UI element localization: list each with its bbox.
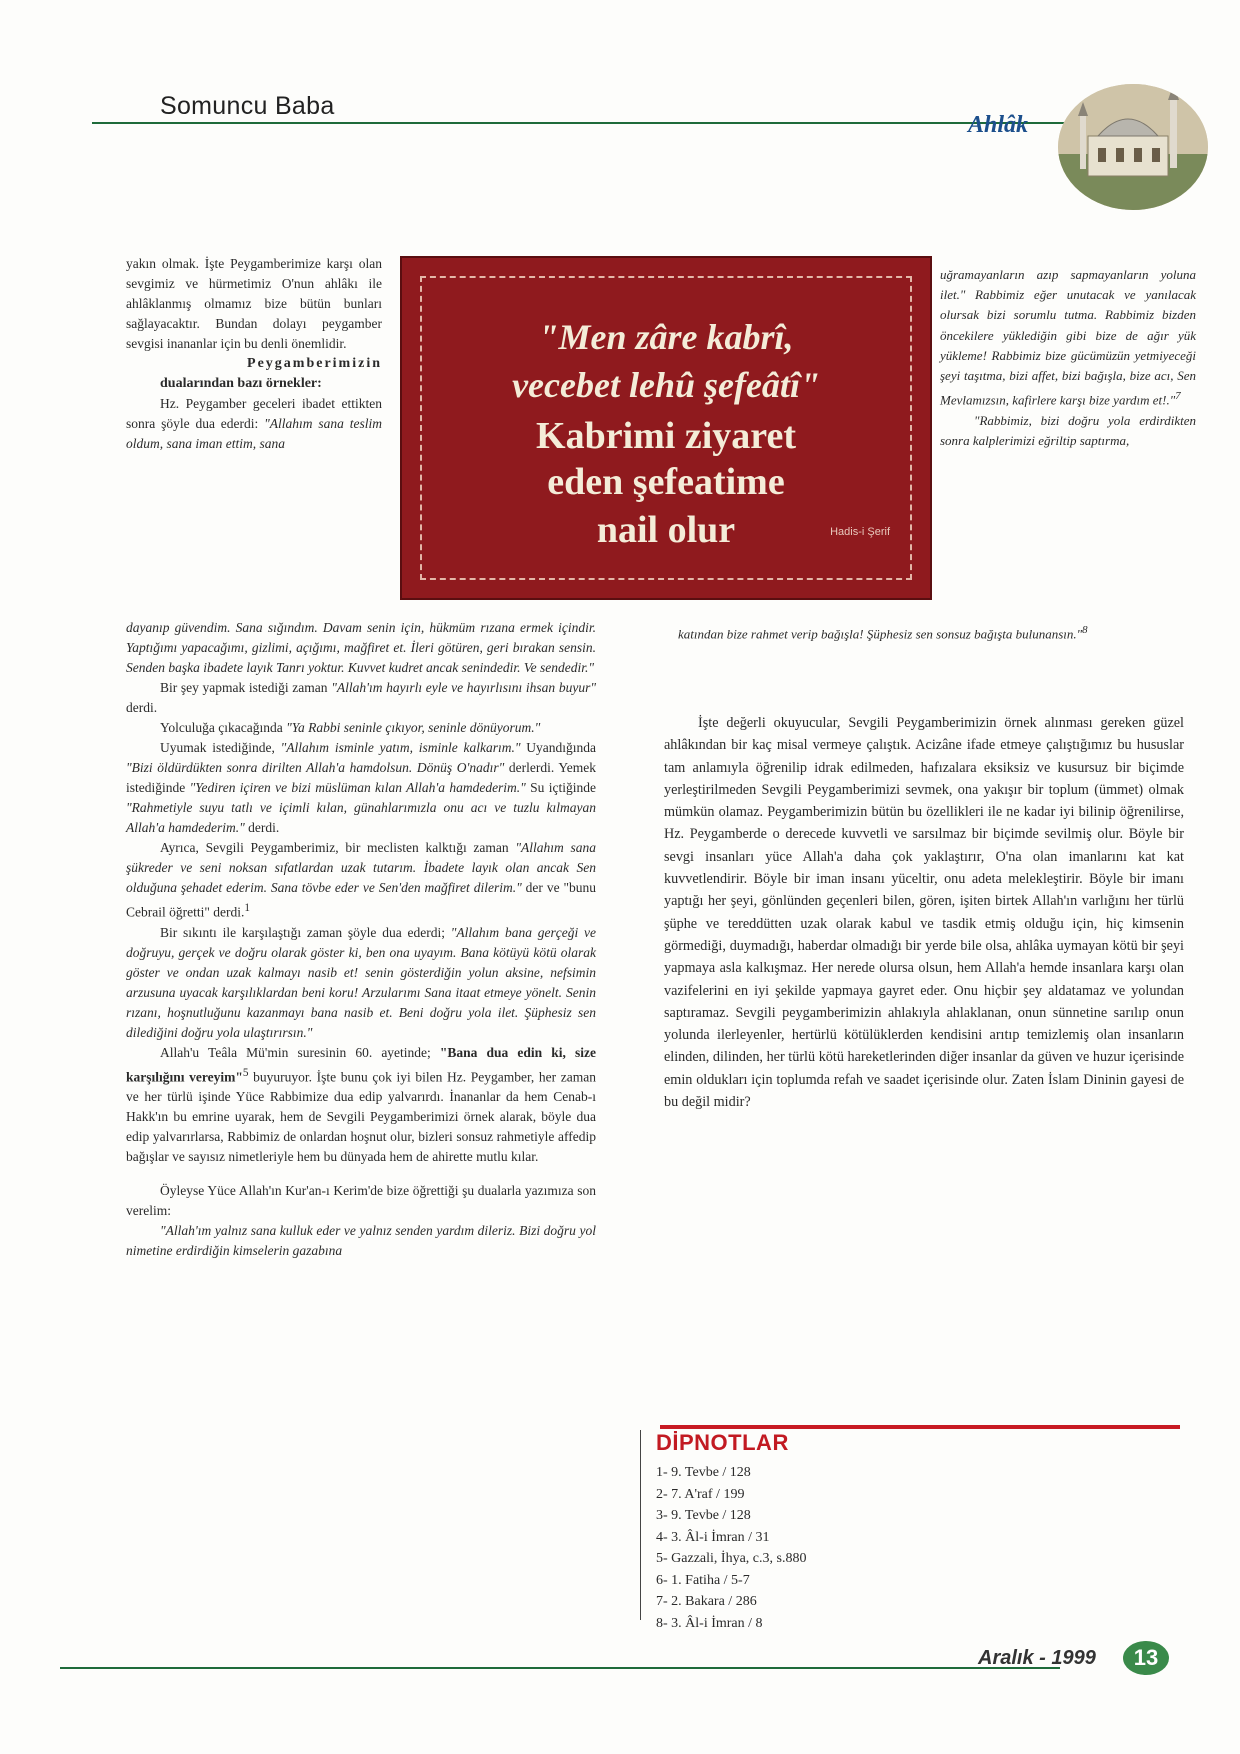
text: Su içtiğinde — [525, 780, 596, 795]
paragraph — [126, 718, 596, 738]
text: buyuruyor. İşte bunu çok iyi bilen Hz. Peygamber, her zaman ve her türlü işinde Yüce Rabbimize dua edip yalvarırdı. İnananlar da hem Cenab-ı Hakk'ın bu emrine uyarak, hem de Sevgili Peygamberimizi örnek alarak, böyle dua edip yalvarırlarsa, Rabbimiz de onlardan hoşnut olur, bizleri sonsuz rahmetiyle affedip bağışlar ve sayısız nimetleriyle hem bu dünyada hem de ahirette mutlu kılar. — [126, 1069, 596, 1164]
text: katından bize rahmet verip bağışla! Şüphesiz sen sonsuz bağışta bulunansın." — [678, 626, 1083, 642]
footnote-ref: 7 — [1175, 390, 1181, 403]
paragraph — [940, 265, 1196, 411]
quote-text: "Allahım bana gerçeği ve doğruyu, gerçek ve doğru olarak göster ki, ben ona uyayım. Bana kötüyü kötü olarak göster ve ondan uzak kalmayı nasib et! senin gösterdiğin yolun aksine, nefsimin arzusuna uyacak karşılıklardan beni koru! Arzularımı Sana itaat etmeye yönelt. Senin rızanı, hoşnutluğunu kazanmayı bana nasib et. Beni doğru yola ilet. Şüphesiz sen dilediğini doğru yola ulaştırırsın." — [126, 924, 596, 1040]
bold-quote: "Bana dua edin ki, size karşılığını vereyim" — [126, 1044, 596, 1084]
paragraph — [678, 620, 1188, 644]
header-rule — [92, 122, 1072, 124]
subheading-line1: Peygamberimizin — [247, 356, 382, 371]
footnote-item: 7- 2. Bakara / 286 — [656, 1594, 757, 1609]
quote-text: "Allahım sana teslim oldum, sana iman ettim, sana — [126, 416, 382, 451]
mosque-illustration — [1058, 84, 1208, 210]
left-column-top — [126, 254, 382, 454]
pull-quote-box — [400, 256, 932, 600]
text: Bir şey yapmak istediği zaman — [160, 680, 332, 695]
text: derdi. — [244, 820, 280, 835]
pull-quote-arabic-2: vecebet lehû şefeâtî" — [512, 365, 820, 405]
quote-text: "Allah'ım hayırlı eyle ve hayırlısını ihsan buyur" — [331, 680, 596, 695]
left-column-main — [126, 618, 596, 1261]
paragraph — [126, 1043, 596, 1168]
footnote-item: 1- 9. Tevbe / 128 — [656, 1465, 751, 1480]
text: Ayrıca, Sevgili Peygamberimiz, bir meclisten kalktığı zaman — [160, 840, 516, 855]
footnotes-list — [656, 1462, 806, 1634]
paragraph — [126, 678, 596, 718]
footnote-item: 4- 3. Âl-i İmran / 31 — [656, 1529, 770, 1545]
section-label: Ahlâk — [968, 112, 1029, 138]
paragraph: "Rabbimiz, bizi doğru yola erdirdikten sonra kalplerimizi eğriltip saptırma, — [940, 412, 1196, 448]
quote-text: "Ya Rabbi seninle çıkıyor, seninle dönüyorum." — [286, 720, 541, 735]
quote-text: "Allahım sana şükreder ve seni noksan sıfatlardan uzak tutarım. İbadete layık olan ancak Sen olduğuna şehadet ederim. Sana tövbe eder ve Sen'den mağfiret dilerim." — [126, 840, 597, 895]
paragraph — [126, 923, 596, 1043]
paragraph: dayanıp güvendim. Sana sığındım. Davam senin için, hükmüm rızana ermek içindir. Yaptığımı yapacağımı, gizlimi, açığımı, mağfiret et. İleri götüren, geri bırakan sensin. Senden başka ibadete layık Tanrı yoktur. Kuvvet kudret ancak senindedir. Ve sendedir." — [126, 620, 596, 675]
footnote-item: 5- Gazzali, İhya, c.3, s.880 — [656, 1551, 807, 1566]
footnote-item: 8- 3. Âl-i İmran / 8 — [656, 1615, 763, 1631]
text: Allah'u Teâla Mü'min suresinin 60. ayetinde; — [160, 1044, 440, 1060]
right-column-top — [940, 265, 1196, 451]
quote-text: "Allahım isminle yatım, isminle kalkarım." — [280, 740, 521, 755]
text: Yolculuğa çıkacağında — [160, 720, 287, 735]
paragraph: Öyleyse Yüce Allah'ın Kur'an-ı Kerim'de bize öğrettiği şu dualarla yazımıza son verelim: — [126, 1183, 596, 1218]
quote-text: "Bizi öldürdükten sonra dirilten Allah'a hamdolsun. Dönüş O'nadır" — [126, 760, 505, 775]
footnotes-title: DİPNOTLAR — [656, 1430, 789, 1455]
footnotes-rule — [660, 1425, 1180, 1429]
subheading-line2: dualarından bazı örnekler: — [160, 376, 322, 391]
paragraph — [126, 394, 382, 454]
text: der ve "bunu Cebrail öğretti" derdi. — [126, 880, 596, 920]
magazine-title: Somuncu Baba — [160, 92, 335, 120]
text: Hz. Peygamber geceleri ibadet ettikten sonra şöyle dua ederdi: — [126, 396, 382, 431]
pull-quote-turkish-1: Kabrimi ziyaret — [536, 415, 796, 457]
footnote-ref: 1 — [244, 902, 250, 914]
footnotes-divider — [640, 1430, 641, 1620]
footnote-item: 6- 1. Fatiha / 5-7 — [656, 1572, 750, 1588]
paragraph: İşte değerli okuyucular, Sevgili Peygamberimizin örnek alınması gereken güzel ahlâkından bir kaç misal vermeye çalıştık. Acizâne ifade etmeye çalıştığımız bu hususlar tam anlamıyla öğrenilip idrak edilmeden, hafızalara eksiksiz ve kusursuz bir biçimde yerleştirilmeden Sevgili Peygamberimizi sevmek, ona yakışır bir toplum (ümmet) olmak mümkün olamaz. Peygamberimizin bütün bu özellikleri ile ne kadar iyi bilinip öğrenilirse, Hz. Peygamberde o derecede kuvvetli ve sarsılmaz bir biçimde sevilmiş olur. Böyle bir sevgi insanları yüce Allah'a daha çok yaklaştırır, O'na olan imanlarını kat kat kuvvetlendirir. Böyle bir iman insanı yüceltir, onu adeta melekleştirir. Böyle bir imanı yaptığı her şeyi, gönlünden geçenleri bilen, gören, işiten birtek Allah'ın varlığını her türlü şüphe ve tereddütten uzak olarak kabul ve tasdik etmiş olduğu için, hiç kimsenin görmediği, duymadığı, haberdar olmadığı bir yerde bile olsa, ahlâka uymayan kötü bir şeyi yapmaya asla kalkışmaz. Her nerede olursa olsun, hem Allah'a hemde insanlara karşı olan vazifelerini en iyi şekilde yapmaya gayret eder. Onu hiçbir şey aldatamaz ve yolundan saptıramaz. Sevgili peygamberimizin ahlakıyla ahlaklanan, onun sünnetine sarılıp onun yolunda ilerleyenler, hertürlü kötülüklerden kendisini arıtıp temizlemiş olan insanların elinden, dilinden, her türlü kötü hareketlerinden diğer insanlar da güven ve huzur içerisinde emin oldukları için toplumda refah ve saadet içerisinde olur. Zaten İslam Dininin gayesi de bu değil midir? — [664, 715, 1184, 1111]
right-column-main — [664, 712, 1184, 1113]
text: Uyandığında — [520, 740, 596, 755]
footnote-item: 2- 7. A'raf / 199 — [656, 1486, 745, 1502]
text: Uyumak istediğinde, — [160, 740, 281, 755]
footer-rule — [60, 1667, 1060, 1669]
text: Bir sıkıntı ile karşılaştığı zaman şöyle dua ederdi; — [160, 924, 451, 940]
pull-quote-turkish-2: eden şefeatime — [547, 461, 785, 503]
footnote-ref: 5 — [242, 1066, 249, 1079]
paragraph: yakın olmak. İşte Peygamberimize karşı olan sevgimiz ve hürmetimiz O'nun ahlâkı ile ahlâklanmış olmamız bize bütün bunları sağlayacaktır. Bundan dolayı peygamber sevgisi inananlar için bu denli önemlidir. — [126, 256, 382, 351]
text: derlerdi. Yemek istediğinde — [126, 760, 597, 795]
pull-quote-arabic-1: "Men zâre kabrî, — [538, 317, 794, 357]
pull-quote-source: Hadis-i Şerif — [830, 526, 890, 538]
paragraph — [126, 838, 596, 923]
paragraph: "Allah'ım yalnız sana kulluk eder ve yalnız senden yardım dileriz. Bizi doğru yol nimetine erdirdiğin kimselerin gazabına — [126, 1223, 596, 1258]
issue-date: Aralık - 1999 — [978, 1647, 1096, 1669]
pull-quote-turkish-3: nail olur — [596, 509, 736, 551]
bridge-text — [678, 620, 1188, 644]
text: uğramayanların azıp sapmayanların yoluna ilet." Rabbimiz eğer unutacak ve yanılacak olursak bizi sorumlu tutma. Rabbimiz bizden öncekilere yüklediğin gibi bize de ağır yük yükleme! Rabbimiz bize gücümüzün yetmiyeceği şeyi taşıtma, bizi affet, bizi bağışla, bize acı, Sen Mevlamızsın, kafirlere karşı bize yardım et!." — [940, 267, 1196, 408]
text: derdi. — [126, 700, 158, 715]
paragraph — [126, 738, 596, 838]
footnote-item: 3- 9. Tevbe / 128 — [656, 1508, 751, 1523]
mosque-icon — [1058, 84, 1208, 210]
quote-text: "Rahmetiyle suyu tatlı ve içimli kılan, günahlarımızla onu acı ve tuzlu kılmayan Allah'a hamdederim." — [126, 800, 596, 835]
footnote-ref: 8 — [1082, 624, 1088, 636]
quote-text: "Yediren içiren ve bizi müslüman kılan Allah'a hamdederim." — [189, 780, 526, 795]
page-number: 13 — [1123, 1641, 1169, 1675]
